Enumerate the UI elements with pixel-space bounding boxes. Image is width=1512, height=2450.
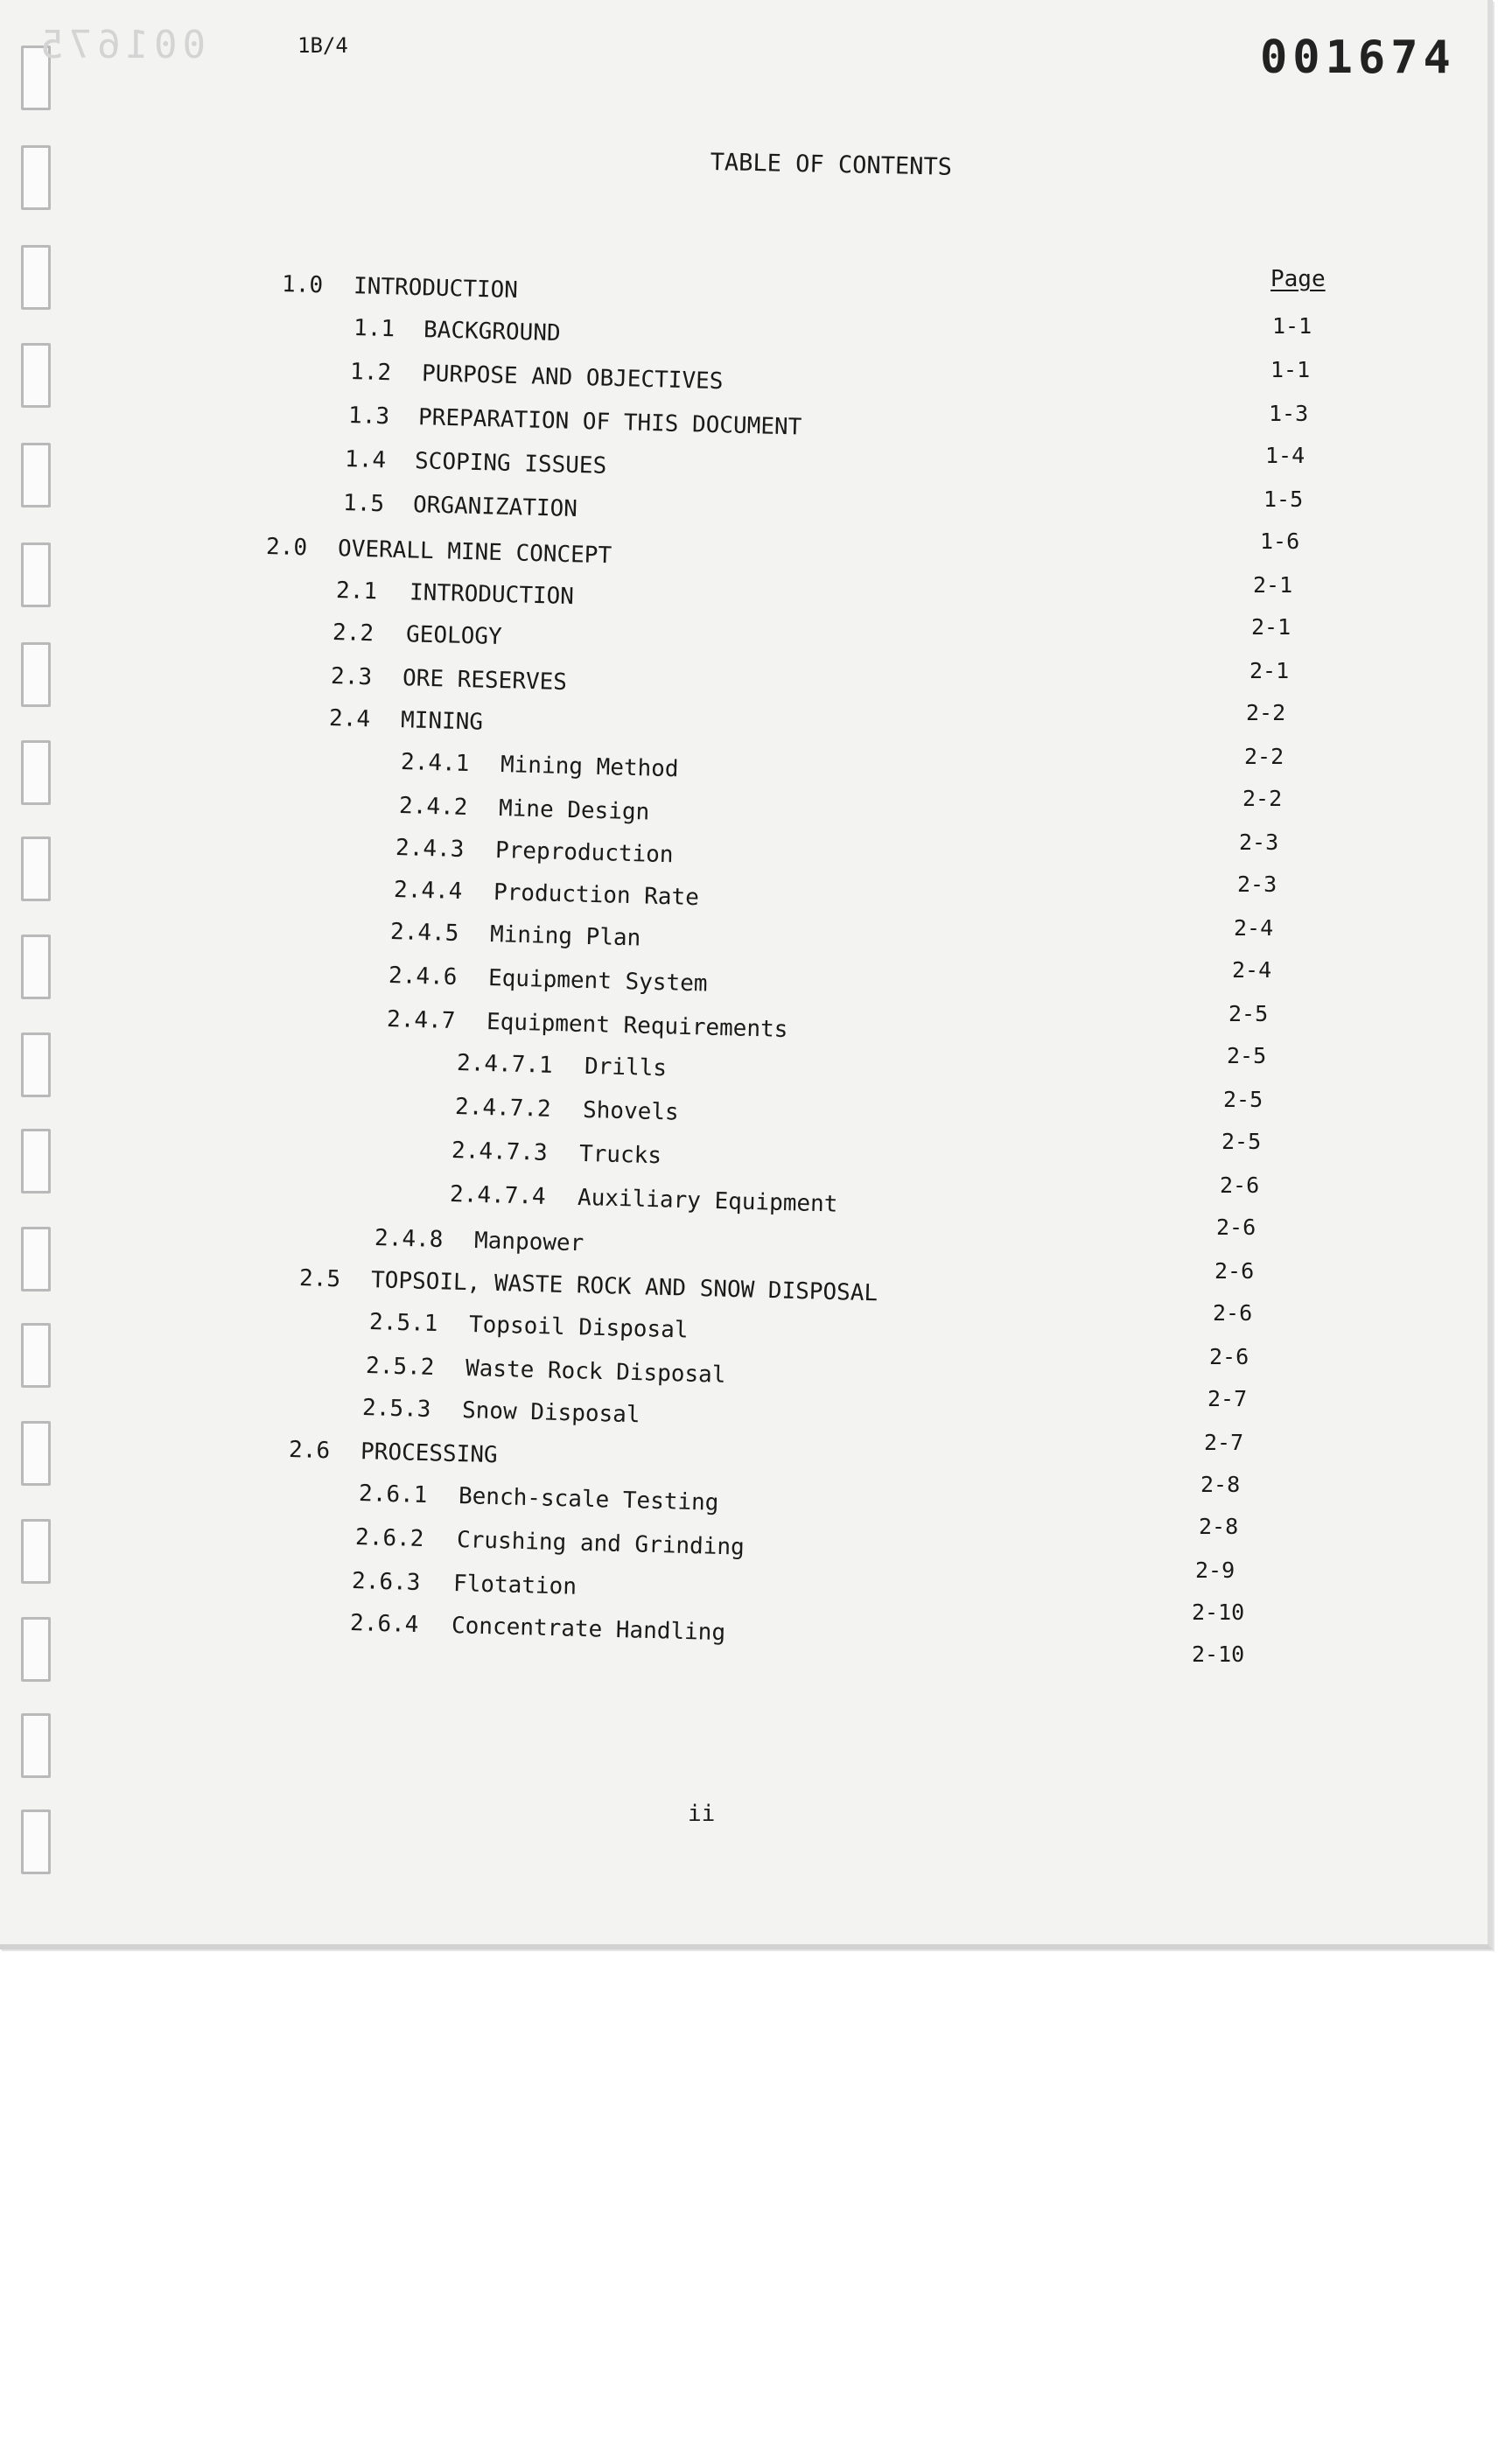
toc-entry-label: Equipment System	[487, 964, 708, 998]
toc-entry-number: 2.4.5	[389, 919, 459, 948]
toc-entry-label: Waste Rock Disposal	[465, 1354, 726, 1389]
toc-entry	[456, 1050, 667, 1090]
toc-entry-number: 1.0	[281, 271, 324, 299]
toc-entry-number: 2.4.8	[374, 1225, 444, 1254]
toc-entry-label: Mining Method	[500, 751, 679, 783]
toc-entry-label: Shovels	[582, 1096, 680, 1126]
stamp-number: 001674	[1260, 32, 1456, 84]
toc-entry-page: 1-1	[1270, 357, 1311, 382]
punch-hole	[21, 1713, 51, 1778]
toc-entry-page: 2-5	[1227, 1043, 1267, 1068]
toc-entry-number: 2.5.3	[361, 1395, 431, 1424]
toc-entry	[265, 534, 612, 578]
toc-entry-label: OVERALL MINE CONCEPT	[337, 536, 612, 570]
toc-entry-page: 2-8	[1200, 1472, 1241, 1497]
ghost-stamp: 001675	[35, 23, 206, 67]
toc-entry	[335, 578, 574, 619]
punch-hole	[21, 1032, 51, 1097]
toc-entry	[374, 1225, 584, 1265]
toc-entry-page: 2-2	[1246, 700, 1286, 725]
toc-entry-page: 2-4	[1234, 915, 1274, 941]
toc-entry-page: 2-2	[1244, 744, 1284, 769]
toc-entry-label: Manpower	[473, 1227, 584, 1257]
toc-entry-number: 2.3	[330, 663, 373, 691]
punch-hole	[21, 343, 51, 408]
toc-entry	[354, 1524, 745, 1570]
toc-entry-page: 2-5	[1228, 1001, 1269, 1026]
toc-entry-label: GEOLOGY	[405, 621, 503, 651]
page-title: TABLE OF CONTENTS	[710, 149, 953, 181]
toc-entry-number: 2.2	[332, 620, 374, 648]
punch-hole	[21, 1421, 51, 1486]
toc-entry	[388, 962, 707, 1006]
punch-hole	[21, 934, 51, 999]
toc-entry-page: 1-3	[1269, 401, 1309, 426]
toc-entry-number: 2.5.1	[368, 1309, 438, 1338]
toc-entry-page: 2-5	[1223, 1087, 1264, 1112]
toc-entry-label: Snow Disposal	[461, 1396, 640, 1429]
toc-entry-page: 1-1	[1272, 313, 1312, 339]
toc-entry-number: 2.5.2	[365, 1353, 435, 1382]
toc-entry	[349, 359, 723, 403]
toc-entry-page: 2-9	[1195, 1558, 1236, 1583]
punch-hole	[21, 145, 51, 210]
toc-entry-label: Equipment Requirements	[486, 1008, 788, 1043]
toc-entry	[281, 271, 518, 312]
toc-entry-page: 2-6	[1214, 1258, 1255, 1284]
toc-entry-label: ORE RESERVES	[402, 665, 568, 696]
toc-entry-number: 2.0	[265, 534, 308, 562]
toc-entry	[451, 1138, 662, 1178]
toc-entry-number: 2.6.1	[358, 1480, 428, 1509]
toc-entry-page: 2-3	[1237, 872, 1278, 897]
toc-entry-label: TOPSOIL, WASTE ROCK AND SNOW DISPOSAL	[370, 1267, 878, 1307]
toc-entry-label: INTRODUCTION	[353, 273, 519, 304]
toc-entry-page: 2-4	[1232, 957, 1272, 983]
toc-entry	[358, 1480, 718, 1525]
toc-entry-number: 2.4.2	[398, 793, 468, 822]
toc-entry-number: 2.4.7.4	[449, 1181, 547, 1210]
toc-entry	[454, 1094, 679, 1135]
toc-entry-number: 2.4.3	[395, 835, 465, 864]
toc-entry	[351, 1568, 577, 1609]
toc-entry-page: 2-1	[1250, 658, 1290, 683]
document-code: 1B/4	[298, 33, 348, 58]
toc-entry	[365, 1353, 725, 1397]
toc-entry-label: Concentrate Handling	[451, 1613, 726, 1647]
toc-entry	[400, 749, 678, 791]
punch-hole	[21, 642, 51, 707]
toc-entry-page: 2-10	[1192, 1600, 1245, 1625]
toc-entry-number: 2.4.7	[386, 1006, 456, 1035]
toc-entry	[398, 793, 649, 834]
toc-entry-page: 1-5	[1264, 486, 1304, 512]
toc-entry	[298, 1265, 878, 1315]
toc-entry-label: Mining Plan	[489, 920, 641, 952]
toc-entry-page: 2-5	[1222, 1129, 1262, 1154]
toc-entry	[347, 402, 802, 450]
toc-entry-number: 2.4.6	[388, 962, 458, 991]
toc-entry-label: Mine Design	[498, 794, 650, 826]
punch-hole	[21, 740, 51, 805]
toc-entry-page: 2-7	[1204, 1430, 1244, 1455]
toc-entry-number: 1.1	[353, 315, 396, 343]
toc-entry-label: Topsoil Disposal	[468, 1311, 689, 1344]
toc-entry-page: 2-7	[1208, 1386, 1248, 1411]
punch-hole	[21, 1617, 51, 1682]
toc-entry	[328, 705, 483, 745]
toc-entry	[353, 315, 561, 355]
toc-entry-number: 2.1	[335, 578, 378, 606]
page-column-header: Page	[1270, 266, 1326, 292]
toc-entry	[389, 919, 640, 960]
toc-entry	[330, 663, 567, 704]
toc-entry-label: PREPARATION OF THIS DOCUMENT	[417, 404, 802, 441]
toc-entry-label: Trucks	[578, 1140, 662, 1170]
punch-hole	[21, 1227, 51, 1292]
toc-entry-label: Drills	[584, 1053, 668, 1082]
toc-entry-number: 2.4.4	[393, 877, 463, 906]
toc-entry-label: BACKGROUND	[423, 317, 561, 347]
toc-entry	[344, 446, 606, 488]
toc-entry-page: 2-6	[1209, 1344, 1250, 1369]
toc-entry-label: Crushing and Grinding	[456, 1527, 746, 1561]
toc-entry-label: Preproduction	[494, 836, 674, 869]
punch-hole	[21, 1810, 51, 1874]
toc-entry-page: 1-4	[1265, 443, 1306, 468]
toc-entry-page: 2-6	[1213, 1300, 1253, 1326]
punch-hole	[21, 1519, 51, 1584]
toc-entry-number: 2.4.1	[400, 749, 470, 778]
toc-entry-page: 2-3	[1239, 830, 1279, 855]
toc-entry-label: MINING	[400, 707, 484, 736]
toc-entry-number: 1.4	[344, 446, 387, 474]
toc-entry-page: 2-6	[1220, 1172, 1260, 1198]
toc-entry-label: INTRODUCTION	[409, 579, 575, 611]
punch-hole	[21, 542, 51, 607]
toc-entry-number: 2.5	[298, 1265, 341, 1293]
toc-entry-number: 2.6.3	[351, 1568, 421, 1597]
punch-hole	[21, 1129, 51, 1194]
footer-page-number: ii	[688, 1801, 716, 1827]
punch-hole	[21, 1323, 51, 1388]
toc-entry-label: ORGANIZATION	[412, 492, 578, 523]
toc-entry-label: Auxiliary Equipment	[577, 1184, 838, 1218]
toc-entry	[332, 620, 502, 659]
toc-entry-label: Flotation	[452, 1571, 578, 1600]
punch-hole	[21, 245, 51, 310]
toc-entry-label: Bench-scale Testing	[458, 1482, 719, 1516]
toc-entry-number: 2.6	[288, 1437, 331, 1465]
punch-hole	[21, 836, 51, 901]
toc-entry	[393, 877, 699, 920]
toc-entry-label: PURPOSE AND OBJECTIVES	[421, 360, 724, 396]
toc-entry-number: 1.3	[347, 402, 390, 430]
toc-entry-number: 2.4.7.3	[451, 1138, 549, 1166]
toc-entry	[288, 1437, 498, 1477]
toc-entry	[386, 1006, 788, 1052]
toc-entry-number: 2.4.7.1	[456, 1050, 554, 1079]
toc-entry	[361, 1395, 640, 1437]
toc-entry-page: 1-6	[1260, 528, 1300, 554]
toc-entry-number: 2.4	[328, 705, 371, 733]
toc-entry-number: 2.6.2	[354, 1524, 424, 1553]
toc-entry-number: 2.6.4	[349, 1610, 419, 1639]
toc-entry-page: 2-1	[1253, 572, 1293, 598]
toc-entry	[449, 1181, 837, 1227]
punch-hole	[21, 443, 51, 508]
toc-entry-page: 2-10	[1192, 1642, 1245, 1667]
toc-entry-number: 1.5	[342, 490, 385, 518]
toc-entry-number: 1.2	[349, 359, 392, 387]
toc-entry-label: Production Rate	[493, 878, 700, 912]
toc-entry-page: 2-8	[1199, 1514, 1239, 1539]
toc-entry	[342, 490, 578, 531]
toc-entry-label: SCOPING ISSUES	[414, 448, 607, 480]
toc-entry-number: 2.4.7.2	[454, 1094, 552, 1123]
toc-entry-page: 2-6	[1216, 1214, 1256, 1240]
toc-entry-page: 2-1	[1251, 614, 1292, 640]
toc-entry-page: 2-2	[1242, 786, 1283, 811]
toc-entry-label: PROCESSING	[360, 1438, 498, 1469]
toc-entry	[395, 835, 673, 877]
toc-entry	[368, 1309, 688, 1353]
toc-entry	[349, 1610, 725, 1655]
